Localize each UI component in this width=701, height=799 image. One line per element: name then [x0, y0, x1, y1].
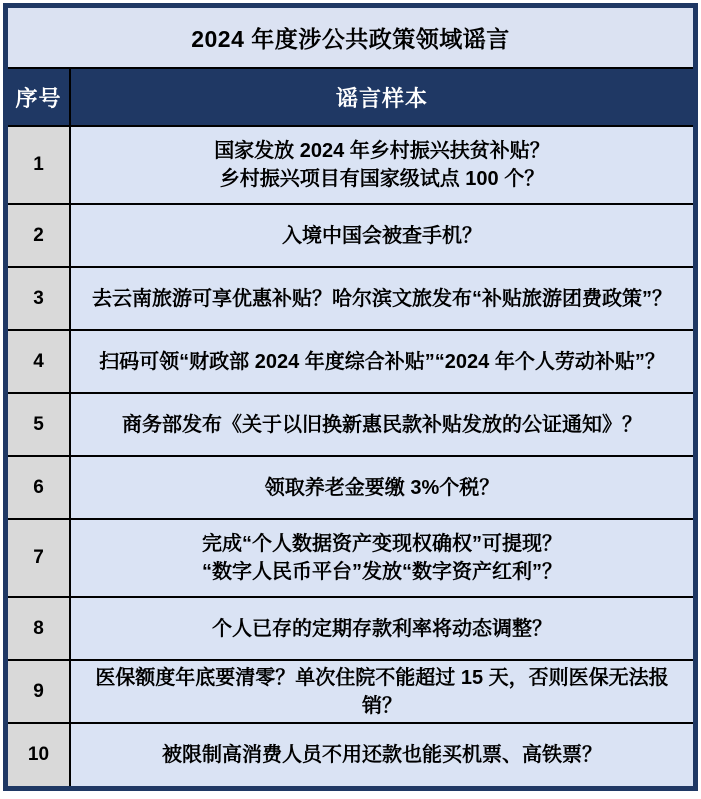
rumor-text-line: 医保额度年底要清零？单次住院不能超过 15 天，否则医保无法报销？ [95, 666, 669, 717]
row-index: 5 [8, 393, 70, 456]
row-index: 4 [8, 330, 70, 393]
rumor-sample-cell [70, 660, 693, 723]
row-index: 10 [8, 723, 70, 786]
table-row [8, 267, 693, 330]
table-row [8, 660, 693, 723]
rumor-text-line: 完成“个人数据资产变现权确权”可提现？ [202, 533, 562, 555]
rumor-text-line: 国家发放 2024 年乡村振兴扶贫补贴？ [214, 140, 550, 162]
col-header-sample: 谣言样本 [70, 68, 693, 126]
rumor-text-line: “数字人民币平台”发放“数字资产红利”？ [202, 561, 562, 583]
table-row [8, 204, 693, 267]
header-row [8, 68, 693, 126]
title-row [8, 8, 693, 68]
table-row [8, 330, 693, 393]
rumor-text-line: 扫码可领“财政部 2024 年度综合补贴”“2024 年个人劳动补贴”？ [99, 350, 665, 373]
table-row [8, 597, 693, 660]
rumor-text-line: 入境中国会被查手机？ [282, 224, 482, 247]
rumor-sample-cell [70, 519, 693, 597]
col-header-index: 序号 [8, 68, 70, 126]
rumor-sample-cell [70, 267, 693, 330]
rumor-sample-cell [70, 597, 693, 660]
rumor-sample-cell [70, 456, 693, 519]
rumor-text-line: 乡村振兴项目有国家级试点 100 个？ [219, 168, 545, 190]
rumor-text-line: 去云南旅游可享优惠补贴？哈尔滨文旅发布“补贴旅游团费政策”？ [92, 287, 672, 310]
row-index: 3 [8, 267, 70, 330]
rumor-text-line: 被限制高消费人员不用还款也能买机票、高铁票？ [162, 744, 602, 766]
rumor-sample-cell [70, 723, 693, 786]
rumor-text-line: 个人已存的定期存款利率将动态调整？ [212, 617, 552, 640]
table-row [8, 456, 693, 519]
row-index: 9 [8, 660, 70, 723]
row-index: 7 [8, 519, 70, 597]
row-index: 2 [8, 204, 70, 267]
table-title: 2024 年度涉公共政策领域谣言 [8, 8, 693, 68]
table-row [8, 393, 693, 456]
table-row [8, 126, 693, 204]
rumor-table-frame [3, 3, 698, 791]
row-index: 6 [8, 456, 70, 519]
row-index: 8 [8, 597, 70, 660]
rumor-text-line: 领取养老金要缴 3%个税？ [264, 476, 500, 499]
table-row [8, 723, 693, 786]
rumor-sample-cell [70, 204, 693, 267]
rumor-sample-cell [70, 126, 693, 204]
rumor-sample-cell [70, 393, 693, 456]
rumor-table [8, 8, 693, 786]
table-row [8, 519, 693, 597]
rumor-text-line: 商务部发布《关于以旧换新惠民款补贴发放的公证通知》？ [122, 413, 642, 436]
rumor-sample-cell [70, 330, 693, 393]
row-index: 1 [8, 126, 70, 204]
